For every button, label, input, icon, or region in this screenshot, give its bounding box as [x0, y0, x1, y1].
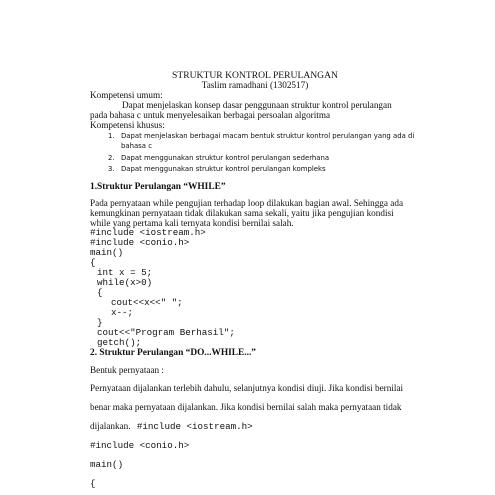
section-1-para-line-2: kemungkinan pernyataan tidak dilakukan sama sekali, yaitu jika pengujian kondisi	[90, 208, 394, 218]
section-1-para-line-3: while yang pertama kali ternyata kondisi bernilai salah.	[90, 218, 294, 228]
section-2-heading: 2. Struktur Perulangan “DO...WHILE...”	[90, 348, 256, 358]
general-competency-line-1: Dapat menjelaskan konsep dasar penggunaan struktur kontrol perulangan	[122, 100, 392, 110]
code-line: }	[97, 317, 103, 328]
code-line: while(x>0)	[97, 277, 153, 288]
section-2-para-line-1: Pernyataan dijalankan terlebih dahulu, selanjutnya kondisi diuji. Jika kondisi bernilai	[90, 383, 404, 393]
section-1-para-line-1: Pada pernyataan while pengujian terhadap loop dilakukan bagian awal. Sehingga ada	[90, 198, 404, 208]
code-line: x--;	[111, 307, 134, 318]
code-line: getch();	[97, 337, 142, 348]
section-label-general: Kompetensi umum:	[90, 90, 163, 100]
code-line: int x = 5;	[97, 267, 153, 278]
code-line: cout<<"Program Berhasil";	[97, 327, 235, 338]
general-competency-line-2: pada bahasa c untuk menyelesaikan berbagai persoalan algoritma	[90, 110, 331, 120]
list-item-3: Dapat menggunakan struktur kontrol perulangan kompleks	[121, 165, 326, 173]
code-line: #include <conio.h>	[90, 237, 190, 248]
section-2-para-line-2: benar maka pernyataan dijalankan. Jika kondisi bernilai salah maka pernyataan tidak	[90, 402, 402, 412]
code-line: main()	[90, 459, 124, 470]
section-1-heading: 1.Struktur Perulangan “WHILE”	[90, 182, 226, 192]
section-2-para-line-3	[90, 417, 253, 436]
code-line: main()	[90, 247, 124, 258]
list-item-1-line-2: bahasa c	[121, 142, 152, 150]
list-number-3: 3.	[108, 165, 115, 173]
section-label-specific: Kompetensi khusus:	[90, 120, 165, 130]
section-2-form-label: Bentuk pernyataan :	[90, 365, 164, 375]
code-line: {	[90, 478, 96, 489]
author-line: Taslim ramadhani (1302517)	[201, 80, 309, 90]
code-line: #include <iostream.h>	[90, 227, 206, 238]
code-line: cout<<x<<" ";	[111, 297, 183, 308]
list-item-1-line-1: Dapat menjelaskan berbagai macam bentuk struktur kontrol perulangan yang ada di	[121, 132, 415, 140]
document-title: STRUKTUR KONTROL PERULANGAN	[172, 70, 338, 81]
inline-code: #include <iostream.h>	[136, 421, 253, 432]
code-line: #include <conio.h>	[90, 440, 190, 451]
list-item-2: Dapat menggunakan struktur kontrol perulangan sederhana	[121, 154, 330, 162]
list-number-1: 1.	[108, 132, 115, 140]
list-number-2: 2.	[108, 154, 115, 162]
code-line: {	[90, 257, 96, 268]
code-line: {	[97, 287, 103, 298]
paragraph-text: dijalankan.	[90, 421, 131, 431]
